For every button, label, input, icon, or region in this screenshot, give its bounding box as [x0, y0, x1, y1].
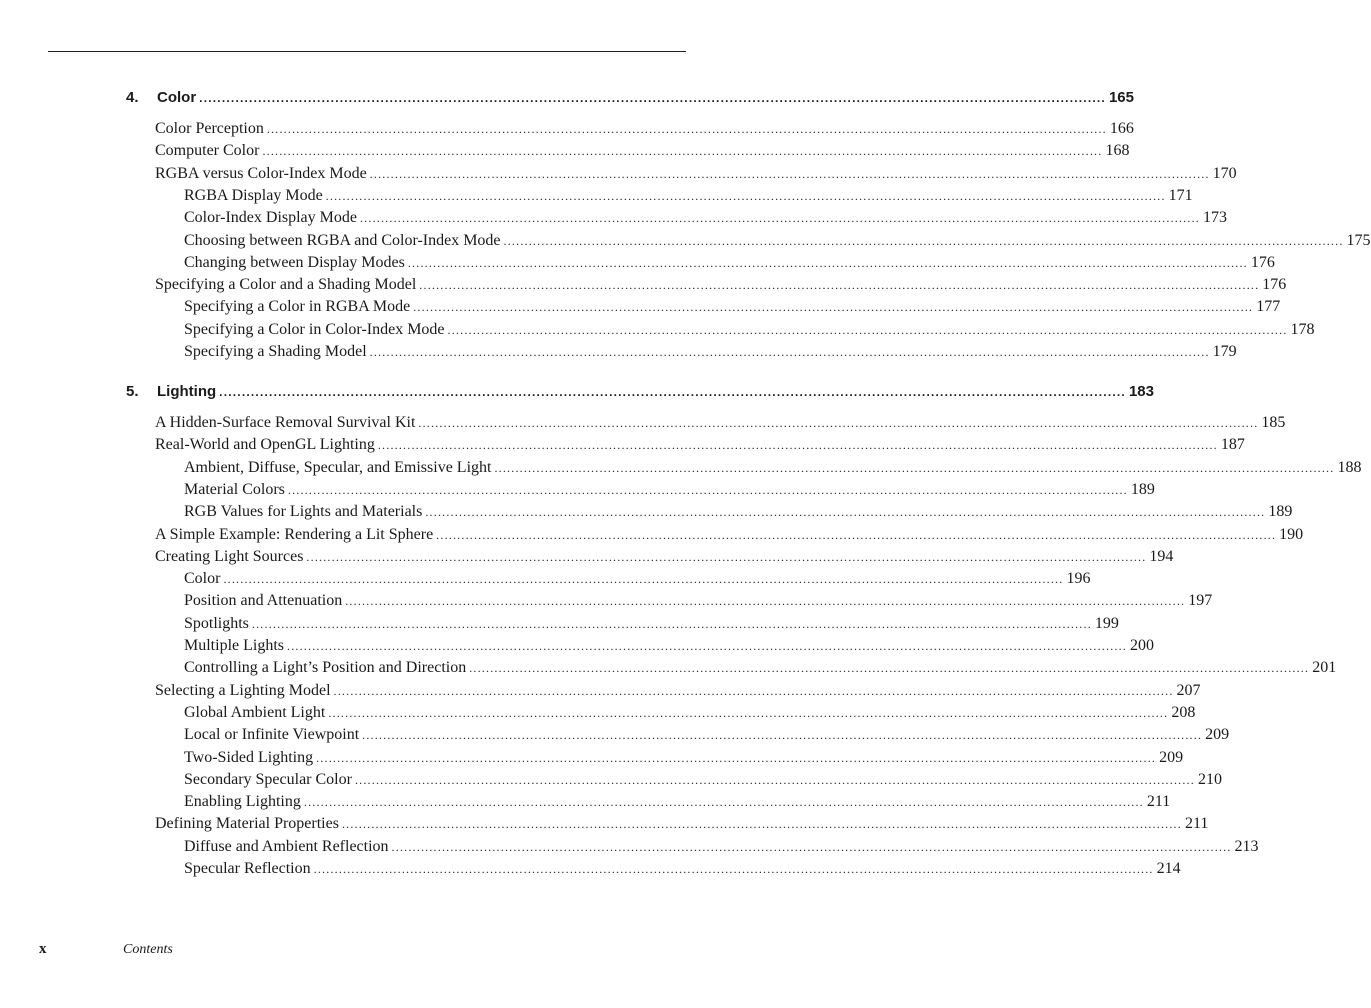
entry-page-number: 189 — [1130, 480, 1155, 498]
dot-leader: ........................................................................................................................................................................................................ — [425, 505, 1266, 520]
entry-page-number: 200 — [1130, 637, 1154, 654]
dot-leader: ........................................................................................................................................................................................................ — [287, 639, 1127, 653]
dot-leader: ........................................................................................................................................................................................................ — [223, 572, 1064, 587]
entry-page-number: 211 — [1184, 815, 1209, 833]
entry-page-number: 194 — [1149, 547, 1174, 565]
toc-section-entry — [155, 681, 1201, 700]
entry-title: Specular Reflection — [184, 860, 311, 877]
entry-title: Controlling a Light’s Position and Direction — [184, 659, 467, 677]
entry-page-number: 209 — [1205, 726, 1230, 744]
dot-leader: ........................................................................................................................................................................................................ — [325, 188, 1166, 203]
toc-subsection-entry — [184, 793, 1171, 811]
entry-page-number: 208 — [1171, 703, 1196, 721]
entry-title: Diffuse and Ambient Reflection — [184, 837, 389, 855]
entry-title: RGBA Display Mode — [184, 186, 323, 204]
entry-page-number: 185 — [1261, 414, 1286, 431]
entry-title: Spotlights — [184, 614, 249, 632]
entry-page-number: 190 — [1279, 525, 1304, 543]
entry-title: Color — [184, 570, 221, 588]
dot-leader: ........................................................................................................................................................................................................ — [287, 482, 1128, 497]
entry-title: Position and Attenuation — [184, 592, 343, 610]
entry-title: Defining Material Properties — [155, 815, 339, 833]
dot-leader: ........................................................................................................................................................................................................ — [391, 839, 1232, 854]
dot-leader: ........................................................................................................................................................................................................ — [303, 795, 1144, 810]
entry-title: Ambient, Diffuse, Specular, and Emissive Light — [184, 458, 492, 476]
entry-title: Specifying a Shading Model — [184, 343, 367, 360]
entry-title: Choosing between RGBA and Color-Index Mode — [184, 231, 501, 249]
entry-title: Specifying a Color and a Shading Model — [155, 276, 417, 294]
entry-page-number: 209 — [1159, 748, 1184, 766]
toc-subsection-entry — [184, 592, 1213, 610]
entry-title: Color-Index Display Mode — [184, 209, 357, 227]
dot-leader: ........................................................................................................................................................................................................ — [251, 616, 1092, 631]
chapter-title: Color — [157, 89, 197, 106]
dot-leader: ........................................................................................................................................................................................................ — [199, 91, 1106, 105]
toc-subsection-entry — [184, 253, 1275, 272]
toc-subsection-entry — [184, 637, 1154, 655]
dot-leader: ........................................................................................................................................................................................................ — [407, 255, 1248, 270]
toc-section-entry — [155, 547, 1174, 566]
toc-subsection-entry — [184, 748, 1184, 767]
toc-subsection-entry — [184, 231, 1371, 250]
entry-page-number: 176 — [1262, 276, 1287, 294]
dot-leader: ........................................................................................................................................................................................................ — [316, 750, 1157, 765]
entry-page-number: 175 — [1346, 231, 1371, 249]
entry-title: RGB Values for Lights and Materials — [184, 503, 423, 521]
toc-subsection-entry — [184, 458, 1362, 477]
toc-section-entry — [155, 414, 1286, 432]
entry-title: Computer Color — [155, 142, 260, 160]
dot-leader: ........................................................................................................................................................................................................ — [413, 300, 1254, 315]
entry-title: Two-Sided Lighting — [184, 748, 314, 766]
dot-leader: ........................................................................................................................................................................................................ — [219, 385, 1126, 399]
entry-title: Selecting a Lighting Model — [155, 681, 331, 699]
entry-page-number: 168 — [1105, 142, 1130, 160]
entry-title: Specifying a Color in RGBA Mode — [184, 298, 411, 316]
entry-page-number: 187 — [1220, 436, 1245, 454]
page-number: x — [39, 941, 47, 957]
entry-page-number: 171 — [1168, 186, 1193, 204]
entry-title: Local or Infinite Viewpoint — [184, 726, 360, 744]
toc-subsection-entry — [184, 343, 1237, 361]
entry-page-number: 170 — [1212, 164, 1237, 182]
entry-page-number: 189 — [1268, 503, 1293, 521]
entry-title: A Hidden-Surface Removal Survival Kit — [155, 414, 416, 431]
entry-page-number: 173 — [1202, 209, 1227, 227]
toc-subsection-entry — [184, 860, 1181, 878]
dot-leader: ........................................................................................................................................................................................................ — [494, 460, 1335, 475]
entry-page-number: 196 — [1066, 570, 1091, 588]
running-title: Contents — [123, 942, 173, 957]
dot-leader: ........................................................................................................................................................................................................ — [469, 661, 1310, 676]
toc-subsection-entry — [184, 659, 1337, 677]
toc-section-entry — [155, 436, 1245, 454]
dot-leader: ........................................................................................................................................................................................................ — [369, 345, 1210, 359]
entry-page-number: 214 — [1156, 860, 1181, 877]
entry-title: Color Perception — [155, 120, 264, 137]
dot-leader: ........................................................................................................................................................................................................ — [447, 322, 1288, 337]
dot-leader: ........................................................................................................................................................................................................ — [306, 549, 1147, 564]
entry-page-number: 179 — [1212, 343, 1237, 360]
entry-page-number: 197 — [1188, 592, 1213, 610]
toc-subsection-entry — [184, 480, 1155, 499]
toc-subsection-entry — [184, 209, 1227, 227]
entry-title: Creating Light Sources — [155, 547, 304, 565]
toc-subsection-entry — [184, 837, 1259, 856]
dot-leader: ........................................................................................................................................................................................................ — [345, 594, 1186, 609]
toc-subsection-entry — [184, 320, 1315, 339]
entry-page-number: 207 — [1176, 681, 1201, 699]
dot-leader: ........................................................................................................................................................................................................ — [377, 438, 1218, 453]
toc-subsection-entry — [184, 770, 1222, 789]
entry-title: Multiple Lights — [184, 637, 284, 654]
chapter-heading — [126, 383, 1154, 400]
toc-subsection-entry — [184, 614, 1119, 633]
entry-title: A Simple Example: Rendering a Lit Sphere — [155, 525, 434, 543]
dot-leader: ........................................................................................................................................................................................................ — [262, 144, 1103, 159]
entry-title: Material Colors — [184, 480, 285, 498]
entry-title: Specifying a Color in Color-Index Mode — [184, 320, 445, 338]
dot-leader: ........................................................................................................................................................................................................ — [436, 527, 1277, 542]
entry-page-number: 210 — [1197, 770, 1222, 788]
dot-leader: ........................................................................................................................................................................................................ — [328, 705, 1169, 720]
chapter-title: Lighting — [157, 383, 217, 400]
entry-page-number: 178 — [1290, 320, 1315, 338]
toc-subsection-entry — [184, 503, 1293, 521]
entry-page-number: 188 — [1337, 458, 1362, 476]
entry-page-number: 199 — [1094, 614, 1119, 632]
toc-section-entry — [155, 815, 1209, 833]
dot-leader: ........................................................................................................................................................................................................ — [418, 416, 1259, 430]
toc-subsection-entry — [184, 186, 1193, 205]
entry-title: Enabling Lighting — [184, 793, 301, 811]
chapter-number: 5. — [126, 383, 139, 400]
toc-section-entry — [155, 276, 1287, 294]
entry-page-number: 177 — [1256, 298, 1281, 316]
dot-leader: ........................................................................................................................................................................................................ — [266, 122, 1107, 136]
entry-page-number: 201 — [1312, 659, 1337, 677]
toc-section-entry — [155, 525, 1304, 544]
entry-title: RGBA versus Color-Index Mode — [155, 164, 367, 182]
dot-leader: ........................................................................................................................................................................................................ — [313, 862, 1154, 876]
toc-subsection-entry — [184, 298, 1281, 316]
entry-title: Secondary Specular Color — [184, 770, 352, 788]
entry-title: Real-World and OpenGL Lighting — [155, 436, 375, 454]
dot-leader: ........................................................................................................................................................................................................ — [341, 817, 1182, 832]
chapter-page-number: 183 — [1128, 383, 1154, 400]
dot-leader: ........................................................................................................................................................................................................ — [354, 772, 1195, 787]
entry-title: Global Ambient Light — [184, 703, 326, 721]
chapter-heading — [126, 89, 1134, 106]
dot-leader: ........................................................................................................................................................................................................ — [359, 211, 1200, 226]
chapter-number: 4. — [126, 89, 139, 106]
toc-subsection-entry — [184, 726, 1230, 744]
entry-page-number: 166 — [1109, 120, 1134, 137]
dot-leader: ........................................................................................................................................................................................................ — [419, 278, 1260, 293]
dot-leader: ........................................................................................................................................................................................................ — [362, 728, 1203, 743]
header-rule — [48, 51, 686, 52]
entry-page-number: 211 — [1146, 793, 1171, 811]
toc-section-entry — [155, 164, 1237, 183]
entry-title: Changing between Display Modes — [184, 253, 405, 271]
dot-leader: ........................................................................................................................................................................................................ — [503, 233, 1344, 248]
entry-page-number: 176 — [1250, 253, 1275, 271]
toc-subsection-entry — [184, 570, 1091, 588]
toc-section-entry — [155, 142, 1130, 160]
chapter-page-number: 165 — [1108, 89, 1134, 106]
entry-page-number: 213 — [1234, 837, 1259, 855]
dot-leader: ........................................................................................................................................................................................................ — [369, 166, 1210, 181]
toc-subsection-entry — [184, 703, 1196, 722]
dot-leader: ........................................................................................................................................................................................................ — [333, 683, 1174, 698]
toc-section-entry — [155, 120, 1134, 138]
